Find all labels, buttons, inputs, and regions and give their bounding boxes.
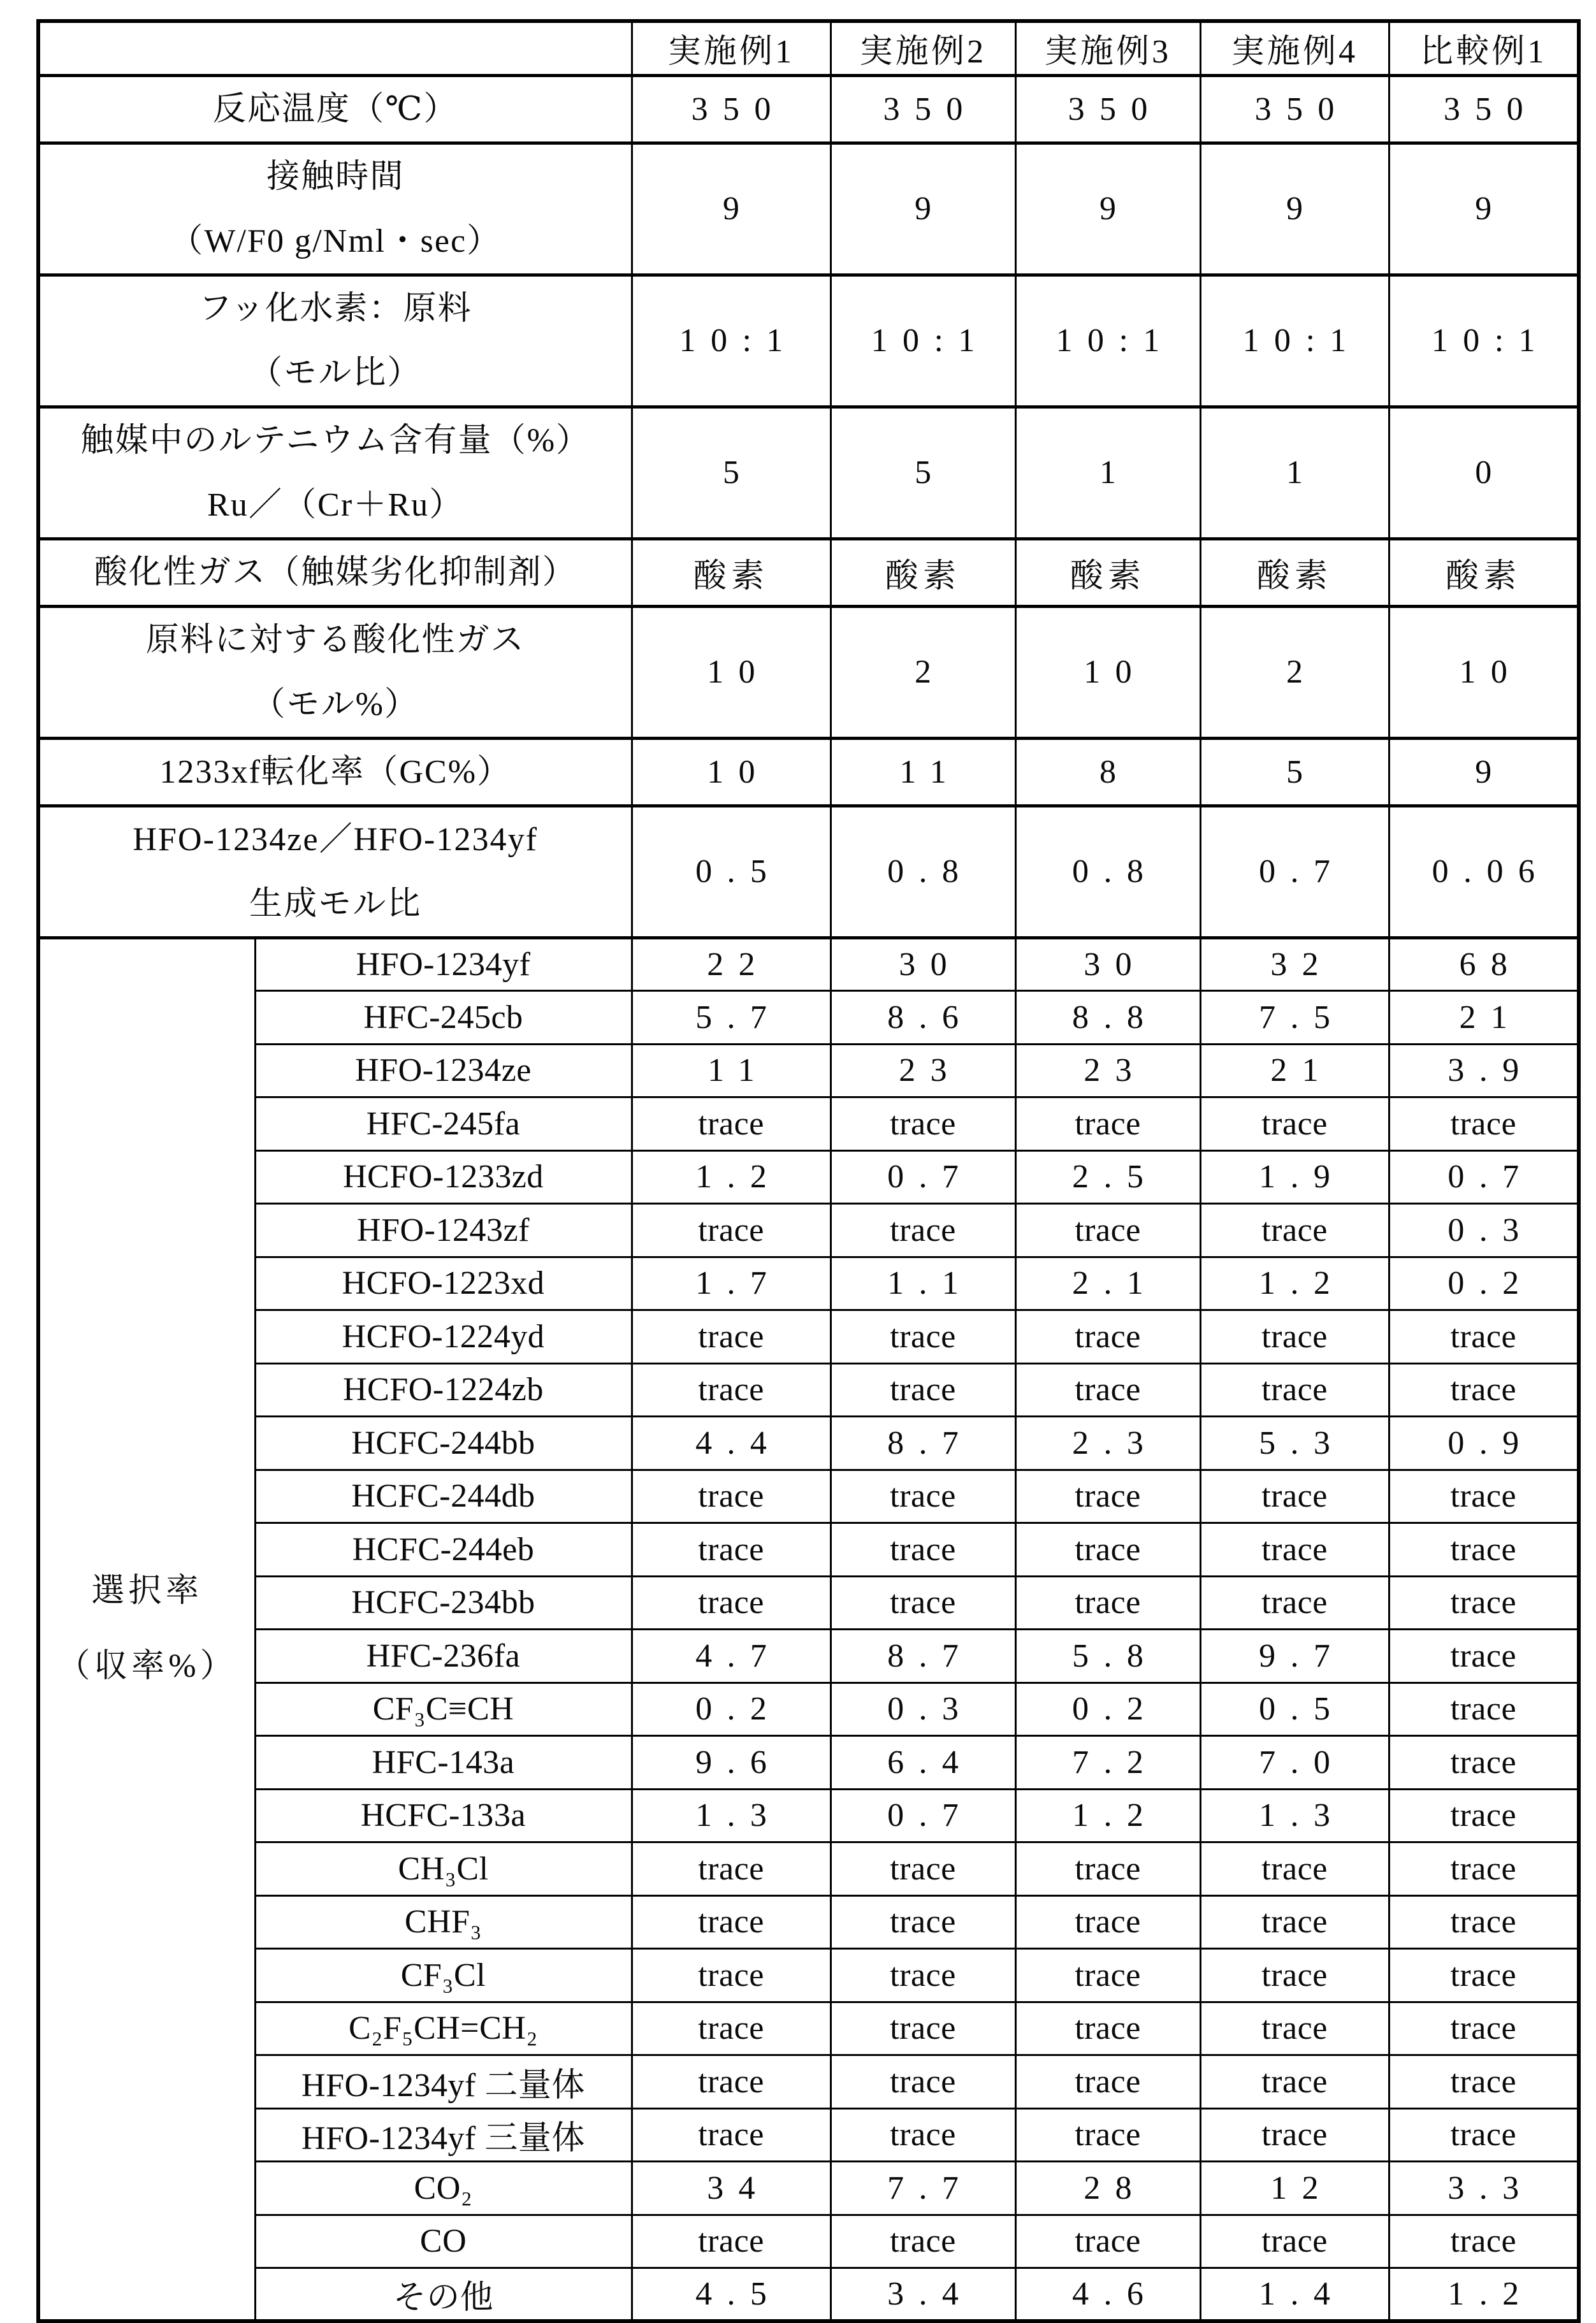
parameter-value-cell: 酸素 — [1015, 539, 1200, 606]
selectivity-row — [38, 1895, 1579, 1949]
parameter-row — [38, 806, 1579, 937]
selectivity-value-cell: trace — [1200, 1949, 1389, 2002]
selectivity-row — [38, 1097, 1579, 1151]
selectivity-value-cell: 32 — [1200, 937, 1389, 991]
selectivity-value-cell: trace — [831, 1523, 1015, 1577]
selectivity-value-cell: 7.2 — [1015, 1736, 1200, 1790]
parameter-value-cell: 酸素 — [632, 539, 831, 606]
parameter-value-cell: 0 — [1389, 407, 1579, 539]
parameter-label-line: 触媒中のルテニウム含有量（%） — [80, 422, 591, 459]
selectivity-value-cell: 0.7 — [831, 1150, 1015, 1204]
parameter-label-line: 酸化性ガス（触媒劣化抑制剤） — [94, 554, 577, 591]
selectivity-value-cell: trace — [1389, 2215, 1579, 2268]
parameter-value-cell: 10:1 — [632, 275, 831, 407]
selectivity-value-cell: trace — [632, 1949, 831, 2002]
selectivity-value-cell: 3.4 — [831, 2268, 1015, 2322]
selectivity-value-cell: 0.2 — [632, 1683, 831, 1736]
parameter-label-line: （モル比） — [249, 354, 422, 391]
species-name-cell: CF₃C≡CH — [255, 1683, 632, 1736]
selectivity-value-cell: 0.5 — [1200, 1683, 1389, 1736]
selectivity-value-cell: trace — [1200, 1204, 1389, 1257]
parameter-row — [38, 143, 1579, 275]
parameter-value-cell: 350 — [831, 75, 1015, 143]
selectivity-row — [38, 1310, 1579, 1364]
selectivity-row — [38, 991, 1579, 1045]
selectivity-row — [38, 1204, 1579, 1257]
selectivity-value-cell: 30 — [1015, 937, 1200, 991]
parameter-value-cell: 9 — [831, 143, 1015, 275]
parameter-label-cell — [38, 806, 632, 937]
selectivity-value-cell: trace — [632, 1523, 831, 1577]
selectivity-value-cell: 34 — [632, 2162, 831, 2215]
selectivity-value-cell: trace — [1200, 1895, 1389, 1949]
selectivity-value-cell: trace — [1389, 1842, 1579, 1896]
parameter-value-cell: 9 — [1200, 143, 1389, 275]
selectivity-value-cell: 0.3 — [1389, 1204, 1579, 1257]
selectivity-value-cell: 8.7 — [831, 1417, 1015, 1470]
selectivity-value-cell: trace — [831, 1363, 1015, 1417]
selectivity-value-cell: trace — [1015, 1842, 1200, 1896]
selectivity-value-cell: trace — [1015, 1949, 1200, 2002]
species-name-cell: HCFC-244db — [255, 1470, 632, 1523]
parameter-value-cell: 11 — [831, 738, 1015, 806]
selectivity-value-cell: 28 — [1015, 2162, 1200, 2215]
column-header-example-1: 実施例1 — [632, 21, 831, 75]
selectivity-value-cell: 22 — [632, 937, 831, 991]
selectivity-value-cell: trace — [632, 1204, 831, 1257]
parameter-value-cell: 10 — [1015, 606, 1200, 738]
parameter-label-line: （モル%） — [252, 686, 419, 723]
selectivity-value-cell: 9.6 — [632, 1736, 831, 1790]
selectivity-value-cell: 1.7 — [632, 1257, 831, 1310]
parameter-label-line: 1233xf転化率（GC%） — [159, 753, 512, 790]
parameter-value-cell: 1 — [1015, 407, 1200, 539]
selectivity-row — [38, 2215, 1579, 2268]
selectivity-value-cell: 5.8 — [1015, 1630, 1200, 1683]
selectivity-value-cell: trace — [1200, 2215, 1389, 2268]
selectivity-value-cell: trace — [632, 1842, 831, 1896]
selectivity-row — [38, 937, 1579, 991]
selectivity-value-cell: trace — [831, 1895, 1015, 1949]
parameter-label-line: 生成モル比 — [249, 885, 422, 922]
parameter-value-cell: 10:1 — [1200, 275, 1389, 407]
column-header-example-3: 実施例3 — [1015, 21, 1200, 75]
selectivity-value-cell: 2.1 — [1015, 1257, 1200, 1310]
selectivity-value-cell: trace — [831, 2055, 1015, 2109]
selectivity-value-cell: 0.9 — [1389, 1417, 1579, 1470]
selectivity-label-cell — [38, 937, 255, 2321]
species-name-cell: HCFO-1223xd — [255, 1257, 632, 1310]
parameter-label-line: （W/F0 g/Nml・sec） — [170, 222, 502, 259]
parameter-value-cell: 0.06 — [1389, 806, 1579, 937]
selectivity-value-cell: 2.5 — [1015, 1150, 1200, 1204]
selectivity-value-cell: trace — [1015, 2002, 1200, 2055]
selectivity-value-cell: trace — [1389, 1310, 1579, 1364]
selectivity-value-cell: 8.6 — [831, 991, 1015, 1045]
selectivity-value-cell: 1.4 — [1200, 2268, 1389, 2322]
selectivity-value-cell: 1.3 — [1200, 1789, 1389, 1842]
selectivity-value-cell: trace — [632, 1310, 831, 1364]
selectivity-row — [38, 1417, 1579, 1470]
selectivity-value-cell: trace — [1015, 1576, 1200, 1630]
species-name-cell: HFC-236fa — [255, 1630, 632, 1683]
selectivity-value-cell: 68 — [1389, 937, 1579, 991]
selectivity-value-cell: trace — [1015, 1204, 1200, 1257]
parameter-value-cell: 8 — [1015, 738, 1200, 806]
parameter-value-cell: 10:1 — [1015, 275, 1200, 407]
parameter-row — [38, 606, 1579, 738]
selectivity-value-cell: trace — [632, 1895, 831, 1949]
column-header-example-4: 実施例4 — [1200, 21, 1389, 75]
selectivity-value-cell: trace — [1389, 1576, 1579, 1630]
selectivity-value-cell: 1.2 — [632, 1150, 831, 1204]
species-name-cell: CF₃Cl — [255, 1949, 632, 2002]
selectivity-value-cell: 2.3 — [1015, 1417, 1200, 1470]
column-header-comparative-1: 比較例1 — [1389, 21, 1579, 75]
parameter-label-line: Ru／（Cr＋Ru） — [207, 486, 464, 523]
selectivity-row — [38, 1736, 1579, 1790]
selectivity-value-cell: trace — [1200, 1310, 1389, 1364]
parameter-value-cell: 酸素 — [1200, 539, 1389, 606]
selectivity-value-cell: trace — [632, 2215, 831, 2268]
selectivity-value-cell: trace — [632, 2055, 831, 2109]
parameter-value-cell: 350 — [1015, 75, 1200, 143]
parameter-value-cell: 10 — [632, 606, 831, 738]
selectivity-value-cell: 9.7 — [1200, 1630, 1389, 1683]
selectivity-value-cell: trace — [1200, 1842, 1389, 1896]
selectivity-value-cell: trace — [632, 1470, 831, 1523]
selectivity-value-cell: 12 — [1200, 2162, 1389, 2215]
selectivity-value-cell: trace — [831, 1470, 1015, 1523]
selectivity-row — [38, 1363, 1579, 1417]
selectivity-value-cell: 23 — [831, 1044, 1015, 1097]
column-header-example-2: 実施例2 — [831, 21, 1015, 75]
selectivity-value-cell: trace — [831, 1310, 1015, 1364]
selectivity-row — [38, 1150, 1579, 1204]
parameter-value-cell: 350 — [1389, 75, 1579, 143]
species-name-cell: HCFC-244bb — [255, 1417, 632, 1470]
selectivity-value-cell: 0.7 — [1389, 1150, 1579, 1204]
parameter-label-cell — [38, 75, 632, 143]
parameter-value-cell: 9 — [1015, 143, 1200, 275]
selectivity-row — [38, 1683, 1579, 1736]
parameter-value-cell: 0.5 — [632, 806, 831, 937]
selectivity-value-cell: 1.2 — [1200, 1257, 1389, 1310]
parameter-value-cell: 5 — [1200, 738, 1389, 806]
species-name-cell: HCFO-1224yd — [255, 1310, 632, 1364]
species-name-cell: その他 — [255, 2268, 632, 2322]
table-header-row — [38, 21, 1579, 75]
species-name-cell: HFO-1234yf — [255, 937, 632, 991]
selectivity-value-cell: trace — [1200, 1523, 1389, 1577]
parameter-row — [38, 275, 1579, 407]
parameter-value-cell: 1 — [1200, 407, 1389, 539]
species-name-cell: HFC-245fa — [255, 1097, 632, 1151]
selectivity-row — [38, 1949, 1579, 2002]
selectivity-label-line: （収率%） — [57, 1648, 238, 1685]
selectivity-value-cell: 1.9 — [1200, 1150, 1389, 1204]
selectivity-value-cell: trace — [1389, 1789, 1579, 1842]
parameter-value-cell: 2 — [1200, 606, 1389, 738]
selectivity-value-cell: trace — [831, 1097, 1015, 1151]
species-name-cell: HCFC-133a — [255, 1789, 632, 1842]
selectivity-value-cell: trace — [831, 2215, 1015, 2268]
selectivity-value-cell: trace — [1015, 1470, 1200, 1523]
parameter-value-cell: 酸素 — [831, 539, 1015, 606]
species-name-cell: HFO-1234ze — [255, 1044, 632, 1097]
parameter-label-cell — [38, 407, 632, 539]
selectivity-row — [38, 1630, 1579, 1683]
selectivity-value-cell: 4.4 — [632, 1417, 831, 1470]
selectivity-value-cell: 0.3 — [831, 1683, 1015, 1736]
selectivity-value-cell: trace — [1200, 1470, 1389, 1523]
species-name-cell: HFC-245cb — [255, 991, 632, 1045]
selectivity-row — [38, 1523, 1579, 1577]
selectivity-value-cell: trace — [1389, 1523, 1579, 1577]
selectivity-value-cell: trace — [831, 2108, 1015, 2162]
selectivity-value-cell: trace — [1200, 2108, 1389, 2162]
parameter-value-cell: 5 — [831, 407, 1015, 539]
parameter-label-line: HFO-1234ze／HFO-1234yf — [133, 821, 539, 858]
selectivity-value-cell: trace — [1389, 1895, 1579, 1949]
parameter-label-cell — [38, 606, 632, 738]
selectivity-value-cell: trace — [831, 1204, 1015, 1257]
selectivity-value-cell: trace — [1015, 1523, 1200, 1577]
parameter-value-cell: 10 — [1389, 606, 1579, 738]
selectivity-row — [38, 2108, 1579, 2162]
species-name-cell: HFC-143a — [255, 1736, 632, 1790]
selectivity-value-cell: trace — [1015, 1097, 1200, 1151]
selectivity-value-cell: trace — [632, 2108, 831, 2162]
selectivity-value-cell: trace — [831, 1842, 1015, 1896]
parameter-value-cell: 9 — [632, 143, 831, 275]
parameter-row — [38, 75, 1579, 143]
selectivity-value-cell: trace — [1200, 1097, 1389, 1151]
parameter-label-line: 接触時間 — [266, 158, 405, 195]
selectivity-value-cell: trace — [632, 1097, 831, 1151]
species-name-cell: HFO-1243zf — [255, 1204, 632, 1257]
parameter-value-cell: 0.8 — [831, 806, 1015, 937]
selectivity-value-cell: trace — [1389, 1630, 1579, 1683]
selectivity-value-cell: trace — [1389, 1736, 1579, 1790]
selectivity-value-cell: trace — [1015, 2215, 1200, 2268]
parameter-row — [38, 539, 1579, 606]
parameter-value-cell: 0.8 — [1015, 806, 1200, 937]
selectivity-row — [38, 2002, 1579, 2055]
parameter-label-line: フッ化水素：原料 — [198, 290, 472, 327]
parameter-row — [38, 407, 1579, 539]
parameter-value-cell: 350 — [632, 75, 831, 143]
selectivity-value-cell: 0.7 — [831, 1789, 1015, 1842]
selectivity-value-cell: trace — [831, 1949, 1015, 2002]
selectivity-row — [38, 1044, 1579, 1097]
selectivity-value-cell: trace — [831, 1576, 1015, 1630]
scanned-patent-table-page — [36, 19, 1581, 2323]
parameter-value-cell: 2 — [831, 606, 1015, 738]
selectivity-value-cell: 7.0 — [1200, 1736, 1389, 1790]
selectivity-value-cell: 7.7 — [831, 2162, 1015, 2215]
parameter-value-cell: 10:1 — [1389, 275, 1579, 407]
selectivity-value-cell: trace — [1389, 2108, 1579, 2162]
selectivity-value-cell: 4.6 — [1015, 2268, 1200, 2322]
selectivity-value-cell: 11 — [632, 1044, 831, 1097]
selectivity-row — [38, 1576, 1579, 1630]
selectivity-value-cell: trace — [1389, 1683, 1579, 1736]
species-name-cell: HCFO-1224zb — [255, 1363, 632, 1417]
parameter-label-cell — [38, 738, 632, 806]
selectivity-value-cell: 4.5 — [632, 2268, 831, 2322]
selectivity-row — [38, 2268, 1579, 2322]
parameter-label-cell — [38, 275, 632, 407]
selectivity-value-cell: trace — [1200, 1363, 1389, 1417]
selectivity-value-cell: trace — [1015, 1895, 1200, 1949]
selectivity-value-cell: trace — [1200, 2055, 1389, 2109]
parameter-label-line: 反応温度（℃） — [212, 90, 458, 127]
selectivity-value-cell: 1.2 — [1389, 2268, 1579, 2322]
parameter-value-cell: 9 — [1389, 143, 1579, 275]
species-name-cell: HFO-1234yf 二量体 — [255, 2055, 632, 2109]
parameter-value-cell: 10:1 — [831, 275, 1015, 407]
selectivity-value-cell: trace — [831, 2002, 1015, 2055]
selectivity-value-cell: 1.3 — [632, 1789, 831, 1842]
selectivity-value-cell: trace — [1015, 2108, 1200, 2162]
selectivity-value-cell: 5.7 — [632, 991, 831, 1045]
selectivity-value-cell: trace — [1015, 1310, 1200, 1364]
species-name-cell: C₂F₅CH=CH₂ — [255, 2002, 632, 2055]
selectivity-value-cell: trace — [1389, 1363, 1579, 1417]
selectivity-value-cell: 8.7 — [831, 1630, 1015, 1683]
parameter-value-cell: 10 — [632, 738, 831, 806]
selectivity-value-cell: 7.5 — [1200, 991, 1389, 1045]
selectivity-value-cell: 5.3 — [1200, 1417, 1389, 1470]
experiment-results-table — [36, 19, 1581, 2323]
species-name-cell: CH₃Cl — [255, 1842, 632, 1896]
selectivity-value-cell: trace — [1200, 2002, 1389, 2055]
selectivity-value-cell: trace — [1015, 2055, 1200, 2109]
species-name-cell: HFO-1234yf 三量体 — [255, 2108, 632, 2162]
parameter-label-cell — [38, 539, 632, 606]
parameter-label-cell — [38, 143, 632, 275]
parameter-row — [38, 738, 1579, 806]
selectivity-label-line: 選択率 — [91, 1573, 203, 1610]
selectivity-value-cell: 1.2 — [1015, 1789, 1200, 1842]
selectivity-value-cell: trace — [1389, 1097, 1579, 1151]
selectivity-value-cell: 21 — [1389, 991, 1579, 1045]
selectivity-row — [38, 2162, 1579, 2215]
parameter-value-cell: 5 — [632, 407, 831, 539]
selectivity-value-cell: 30 — [831, 937, 1015, 991]
parameter-value-cell: 酸素 — [1389, 539, 1579, 606]
parameter-label-line: 原料に対する酸化性ガス — [145, 621, 525, 658]
selectivity-row — [38, 1789, 1579, 1842]
selectivity-value-cell: trace — [1200, 1576, 1389, 1630]
selectivity-value-cell: 3.9 — [1389, 1044, 1579, 1097]
selectivity-value-cell: trace — [632, 1363, 831, 1417]
header-empty-cell — [38, 21, 632, 75]
species-name-cell: HCFC-234bb — [255, 1576, 632, 1630]
parameter-value-cell: 9 — [1389, 738, 1579, 806]
selectivity-value-cell: trace — [1389, 2055, 1579, 2109]
selectivity-value-cell: 0.2 — [1389, 1257, 1579, 1310]
species-name-cell: HCFC-244eb — [255, 1523, 632, 1577]
species-name-cell: HCFO-1233zd — [255, 1150, 632, 1204]
selectivity-row — [38, 2055, 1579, 2109]
selectivity-value-cell: 3.3 — [1389, 2162, 1579, 2215]
parameter-value-cell: 0.7 — [1200, 806, 1389, 937]
species-name-cell: CO — [255, 2215, 632, 2268]
selectivity-value-cell: 21 — [1200, 1044, 1389, 1097]
selectivity-row — [38, 1842, 1579, 1896]
selectivity-value-cell: 1.1 — [831, 1257, 1015, 1310]
selectivity-row — [38, 1470, 1579, 1523]
selectivity-value-cell: 23 — [1015, 1044, 1200, 1097]
selectivity-value-cell: trace — [1015, 1363, 1200, 1417]
selectivity-value-cell: 6.4 — [831, 1736, 1015, 1790]
parameter-value-cell: 350 — [1200, 75, 1389, 143]
selectivity-value-cell: 0.2 — [1015, 1683, 1200, 1736]
selectivity-row — [38, 1257, 1579, 1310]
selectivity-value-cell: trace — [1389, 1470, 1579, 1523]
selectivity-value-cell: trace — [632, 1576, 831, 1630]
selectivity-value-cell: trace — [1389, 2002, 1579, 2055]
species-name-cell: CO₂ — [255, 2162, 632, 2215]
selectivity-value-cell: trace — [1389, 1949, 1579, 2002]
species-name-cell: CHF₃ — [255, 1895, 632, 1949]
selectivity-value-cell: 8.8 — [1015, 991, 1200, 1045]
selectivity-value-cell: trace — [632, 2002, 831, 2055]
selectivity-value-cell: 4.7 — [632, 1630, 831, 1683]
